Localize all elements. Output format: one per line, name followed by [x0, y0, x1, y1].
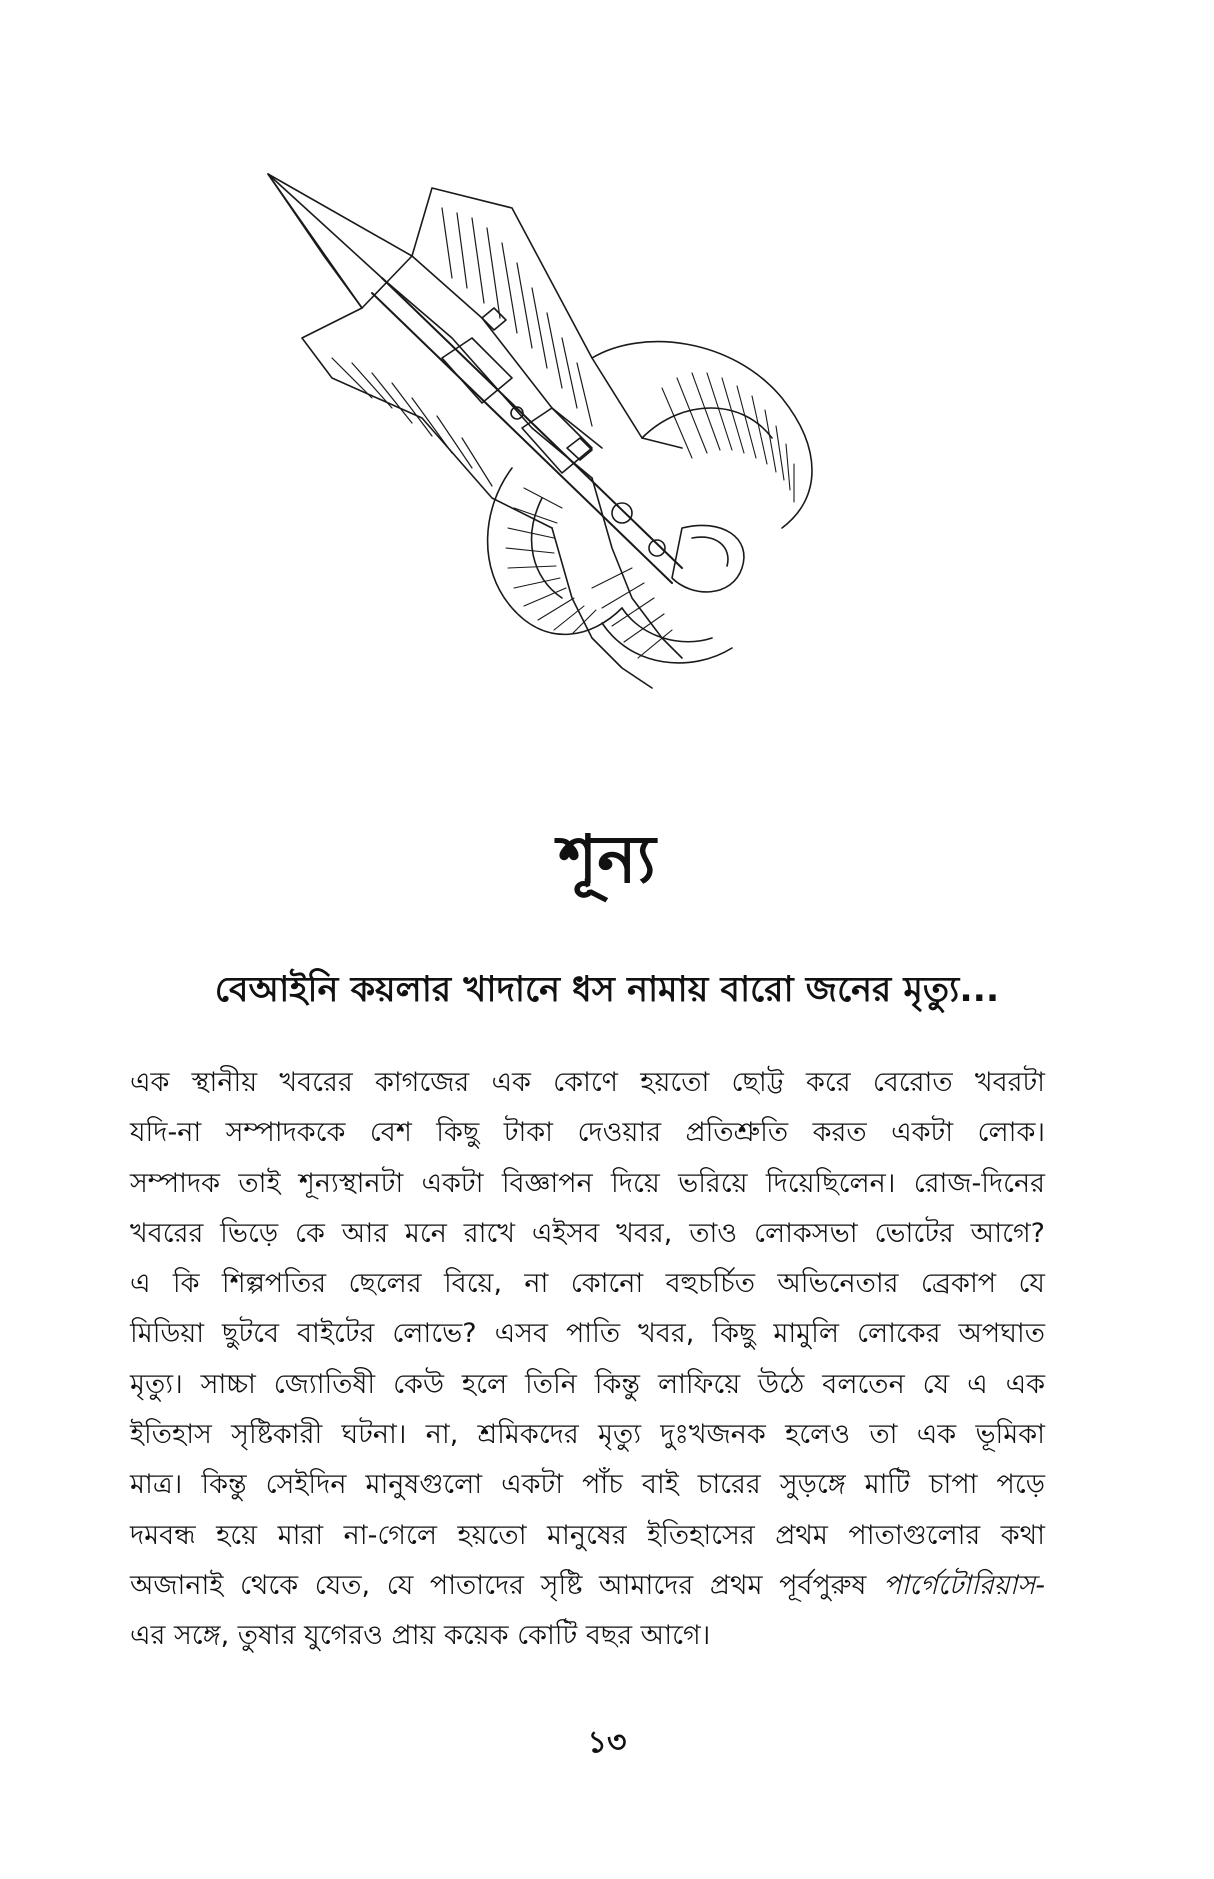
rocket-engine-cutaway-icon [262, 168, 902, 768]
body-paragraph [130, 1058, 1045, 1662]
chapter-headline: বেআইনি কয়লার খাদানে ধস নামায় বারো জনের মৃত্যু... [214, 970, 1000, 1010]
paragraph-line: মাত্র। কিন্তু সেইদিন মানুষগুলো একটা পাঁচ বাই চারের সুড়ঙ্গে মাটি চাপা পড়ে [130, 1469, 1045, 1501]
paragraph-line-with-italic [130, 1561, 1045, 1611]
paragraph-line: মিডিয়া ছুটবে বাইটের লোভে? এসব পাতি খবর, কিছু মামুলি লোকের অপঘাত [130, 1318, 1045, 1350]
paragraph-line: ইতিহাস সৃষ্টিকারী ঘটনা। না, শ্রমিকদের মৃত্যু দুঃখজনক হলেও তা এক ভূমিকা [130, 1419, 1045, 1451]
paragraph-line: সম্পাদক তাই শূন্যস্থানটা একটা বিজ্ঞাপন দিয়ে ভরিয়ে দিয়েছিলেন। রোজ-দিনের [130, 1167, 1045, 1199]
rocket-engine-illustration [262, 168, 902, 768]
page-number: ১৩ [587, 1725, 627, 1760]
paragraph-line-last: এর সঙ্গে, তুষার যুগেরও প্রায় কয়েক কোটি বছর আগে। [130, 1620, 711, 1652]
paragraph-line: খবরের ভিড়ে কে আর মনে রাখে এইসব খবর, তাও লোকসভা ভোটের আগে? [130, 1217, 1045, 1249]
paragraph-line: দমবন্ধ হয়ে মারা না-গেলে হয়তো মানুষের ইতিহাসের প্রথম পাতাগুলোর কথা [130, 1519, 1045, 1551]
paragraph-line: মৃত্যু। সাচ্চা জ্যোতিষী কেউ হলে তিনি কিন্তু লাফিয়ে উঠে বলতেন যে এ এক [130, 1368, 1045, 1400]
paragraph-line-text: অজানাই থেকে যেত, যে পাতাদের সৃষ্টি আমাদের প্রথম পূর্বপুরুষ [130, 1569, 884, 1601]
chapter-title: শূন্য [558, 821, 656, 898]
paragraph-line: যদি-না সম্পাদককে বেশ কিছু টাকা দেওয়ার প্রতিশ্রুতি করত একটা লোক। [130, 1117, 1045, 1149]
italic-species-name: পার্গেটোরিয়াস- [883, 1569, 1045, 1601]
paragraph-line: এক স্থানীয় খবরের কাগজের এক কোণে হয়তো ছোট্ট করে বেরোত খবরটা [130, 1067, 1045, 1098]
paragraph-line: এ কি শিল্পপতির ছেলের বিয়ে, না কোনো বহুচর্চিত অভিনেতার ব্রেকাপ যে [130, 1268, 1045, 1300]
